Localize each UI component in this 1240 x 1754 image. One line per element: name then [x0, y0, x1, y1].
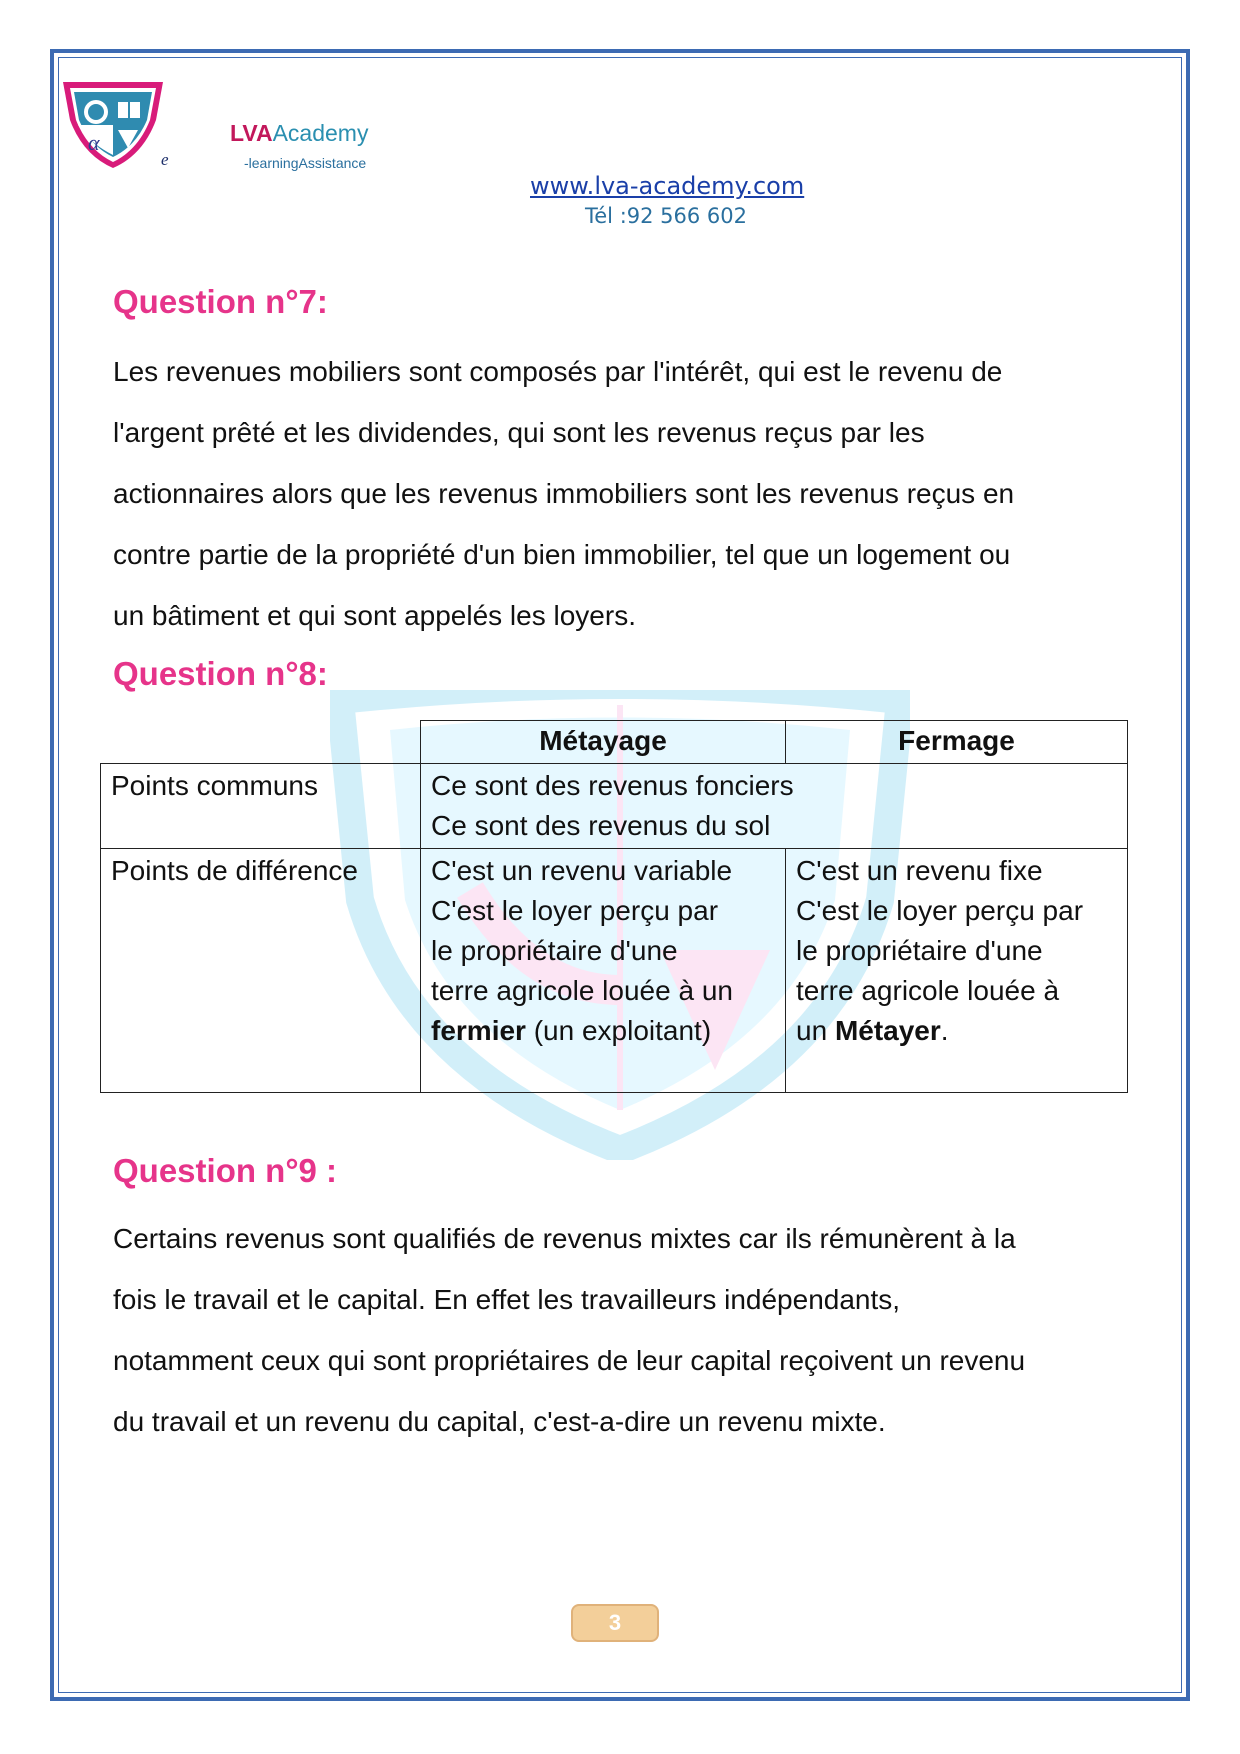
table-row [101, 764, 1128, 849]
cell-line: C'est un revenu fixe [796, 855, 1043, 886]
cell-line: C'est le loyer perçu par [431, 895, 719, 926]
fermage-cell [786, 849, 1128, 1093]
page-number: 3 [571, 1604, 659, 1642]
cell-line: Ce sont des revenus du sol [431, 810, 771, 841]
lva-logo-icon [58, 80, 168, 170]
bold-term: Métayer [834, 1015, 941, 1046]
cell-line [796, 1011, 1117, 1051]
answer-line: actionnaires alors que les revenus immobiliers sont les revenus reçus en [113, 478, 1015, 509]
telephone: Tél :92 566 602 [585, 204, 748, 228]
brand-lva: LVA [230, 120, 273, 146]
cell-line [431, 1011, 775, 1051]
row-label-communs: Points communs [101, 764, 421, 849]
website-link[interactable]: www.lva-academy.com [530, 172, 805, 200]
question-7-title: Question n°7: [113, 283, 328, 320]
svg-text:α: α [88, 130, 100, 155]
cell-line: Ce sont des revenus fonciers [431, 770, 794, 801]
comparison-table [100, 720, 1128, 1093]
metayage-cell [421, 849, 786, 1093]
brand-academy: Academy [272, 120, 369, 146]
logo-e-mark: e [161, 150, 169, 169]
answer-line: l'argent prêté et les dividendes, qui sont les revenus reçus par les [113, 417, 925, 448]
answer-line: du travail et un revenu du capital, c'est-a-dire un revenu mixte. [113, 1406, 886, 1437]
cell-line: le propriétaire d'une [796, 935, 1043, 966]
header-metayage: Métayage [421, 721, 786, 764]
answer-line: fois le travail et le capital. En effet les travailleurs indépendants, [113, 1284, 901, 1315]
bold-term: fermier [431, 1015, 526, 1046]
cell-line: terre agricole louée à [796, 975, 1060, 1006]
table-header-row [101, 721, 1128, 764]
cell-line: terre agricole louée à un [431, 975, 733, 1006]
brand-name [230, 120, 368, 147]
answer-line: contre partie de la propriété d'un bien immobilier, tel que un logement ou [113, 539, 1011, 570]
question-9-answer [113, 1208, 1133, 1452]
cell-text: . [940, 1015, 949, 1046]
question-9-title: Question n°9 : [113, 1152, 338, 1189]
cell-line: le propriétaire d'une [431, 935, 678, 966]
row-label-difference: Points de différence [101, 849, 421, 1093]
cell-text: un [796, 1015, 835, 1046]
communs-cell [421, 764, 1128, 849]
table-row [101, 849, 1128, 1093]
question-7-answer [113, 341, 1133, 646]
cell-line: C'est le loyer perçu par [796, 895, 1084, 926]
answer-line: un bâtiment et qui sont appelés les loyers. [113, 600, 636, 631]
answer-line: notamment ceux qui sont propriétaires de leur capital reçoivent un revenu [113, 1345, 1026, 1376]
table-corner-cell [101, 721, 421, 764]
header-fermage: Fermage [786, 721, 1128, 764]
answer-line: Les revenues mobiliers sont composés par l'intérêt, qui est le revenu de [113, 356, 1003, 387]
cell-text: (un exploitant) [525, 1015, 712, 1046]
answer-line: Certains revenus sont qualifiés de revenus mixtes car ils rémunèrent à la [113, 1223, 1016, 1254]
cell-line: C'est un revenu variable [431, 855, 733, 886]
question-8-title: Question n°8: [113, 655, 328, 692]
brand-subtitle: -learningAssistance [244, 155, 367, 171]
